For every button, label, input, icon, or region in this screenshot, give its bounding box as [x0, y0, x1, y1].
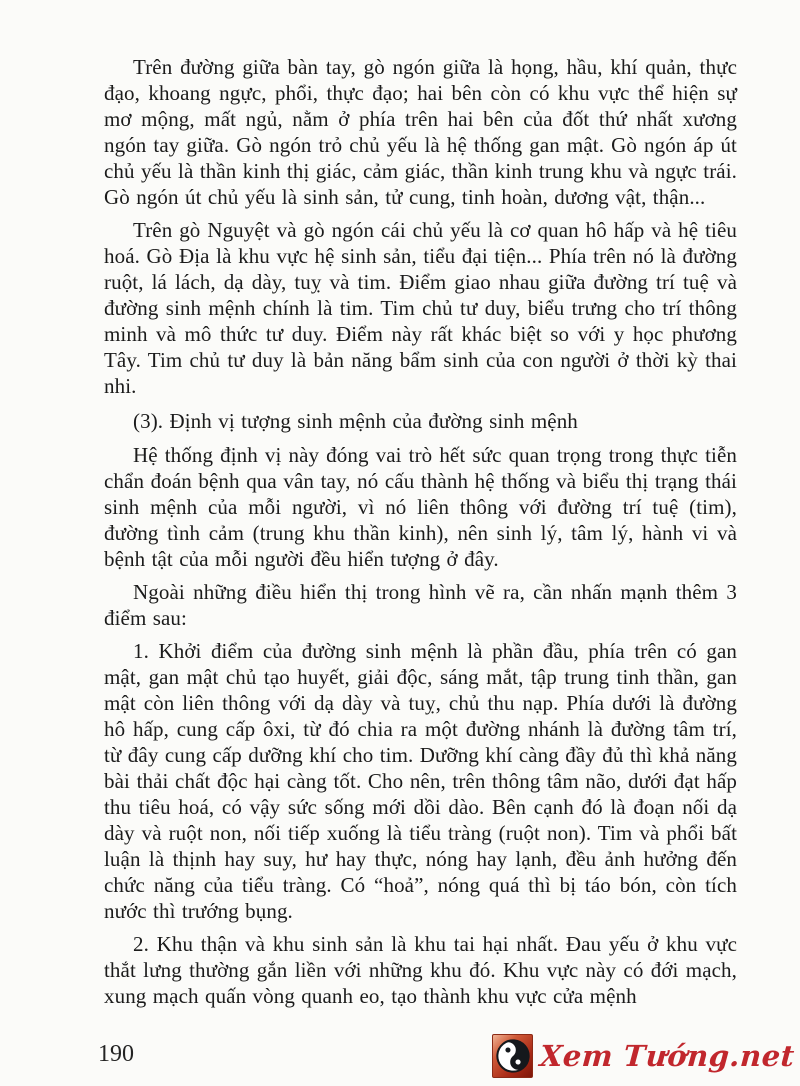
yin-yang-icon: [492, 1034, 533, 1078]
paragraph-moon-mount: Trên gò Nguyệt và gò ngón cái chủ yếu là cơ quan hô hấp và hệ tiêu hoá. Gò Địa là khu vực hệ sinh sản, tiểu đại tiện... Phía trên nó là đường ruột, lá lách, dạ dày, tuỵ và tim. Điểm giao nhau giữa đường trí tuệ và đường sinh mệnh chính là tim. Tim chủ tư duy, biểu trưng cho trí thông minh và mô thức tư duy. Điểm này rất khác biệt so với y học phương Tây. Tim chủ tư duy là bản năng bẩm sinh của con người ở thời kỳ thai nhi.: [104, 218, 737, 398]
paragraph-positioning-system: Hệ thống định vị này đóng vai trò hết sức quan trọng trong thực tiễn chẩn đoán bệnh qua vân tay, nó cấu thành hệ thống và biểu thị trạng thái sinh mệnh của mỗi người, vì nó liên thông với đường trí tuệ (tim), đường tình cảm (trung khu thần kinh), nên sinh lý, tâm lý, hành vi và bệnh tật của mỗi người đều hiển tượng ở đây.: [104, 443, 737, 571]
watermark-logo: [492, 1032, 795, 1080]
paragraph-point-1: 1. Khởi điểm của đường sinh mệnh là phần đầu, phía trên có gan mật, gan mật chủ tạo huyết, giải độc, sáng mắt, tập trung tinh thần, gan mật còn liên thông với dạ dày và tuỵ, chủ thu nạp. Phía dưới là đường hô hấp, cung cấp ôxi, từ đó chia ra một đường nhánh là đường tâm trí, từ đây cung cấp dưỡng khí cho tim. Dưỡng khí càng đầy đủ thì khả năng bài thải chất độc hại càng tốt. Cho nên, trên thông tâm não, dưới đạt hấp thu tiêu hoá, có vậy sức sống mới dồi dào. Bên cạnh đó là đoạn nối dạ dày và ruột non, nối tiếp xuống là tiểu tràng (ruột non). Tim và phổi bất luận là thịnh hay suy, hư hay thực, nóng hay lạnh, đều ảnh hưởng đến chức năng của tiểu tràng. Có “hoả”, nóng quá thì bị táo bón, còn tích nước thì trướng bụng.: [104, 639, 737, 923]
watermark-site-name: Xem Tướng.net: [539, 1039, 797, 1073]
page-number: 190: [98, 1041, 134, 1067]
paragraph-point-2: 2. Khu thận và khu sinh sản là khu tai hại nhất. Đau yếu ở khu vực thắt lưng thường gắn liền với những khu đó. Khu vực này có đới mạch, xung mạch quấn vòng quanh eo, tạo thành khu vực cửa mệnh: [104, 932, 737, 1008]
paragraph-palm-middle-finger: Trên đường giữa bàn tay, gò ngón giữa là họng, hầu, khí quản, thực đạo, khoang ngực, phổi, thực đạo; hai bên còn có khu vực thể hiện sự mơ mộng, mất ngủ, nằm ở phía trên hai bên của đốt thứ nhất xương ngón tay giữa. Gò ngón trỏ chủ yếu là hệ thống gan mật. Gò ngón áp út chủ yếu là thần kinh thị giác, cảm giác, thần kinh trung khu và ngực trái. Gò ngón út chủ yếu là sinh sản, tử cung, tinh hoàn, dương vật, thận...: [104, 55, 737, 209]
page-body-text: [104, 54, 737, 1016]
paragraph-three-points-intro: Ngoài những điều hiển thị trong hình vẽ ra, cần nhấn mạnh thêm 3 điểm sau:: [104, 580, 737, 630]
section-heading-life-line: (3). Định vị tượng sinh mệnh của đường sinh mệnh: [133, 409, 578, 433]
